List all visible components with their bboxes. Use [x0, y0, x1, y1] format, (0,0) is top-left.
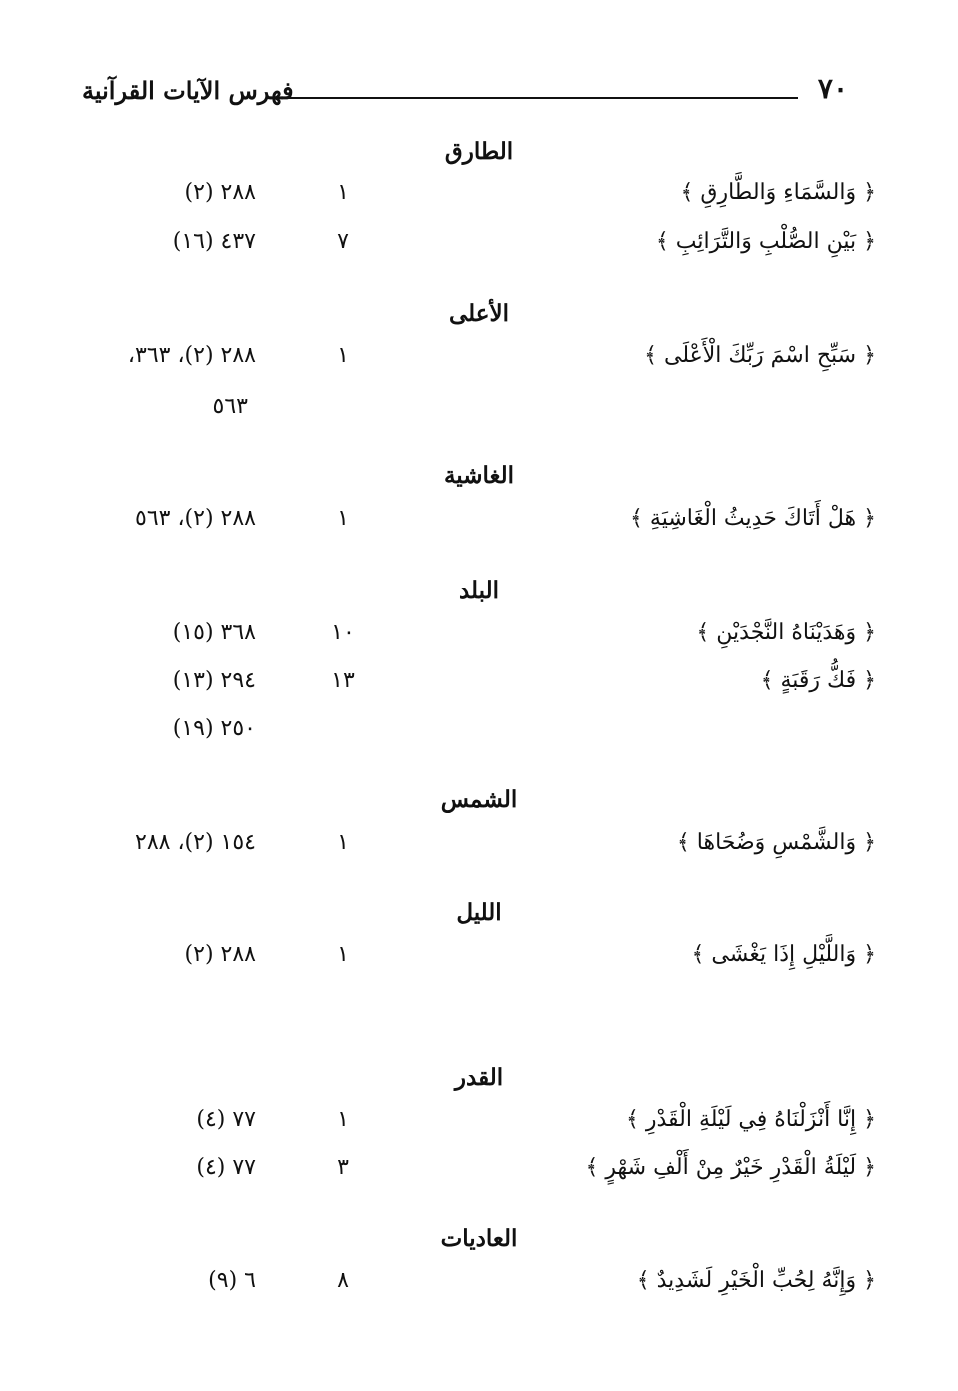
ayah-number: ١	[337, 506, 349, 531]
index-row	[0, 180, 958, 222]
page-references: ٢٩٤ (١٣)	[172, 668, 256, 693]
surah-title: البلد	[458, 577, 500, 604]
page-references: ٧٧ (٤)	[196, 1107, 256, 1132]
page-references: ٢٨٨ (٢)، ٥٦٣	[135, 506, 256, 531]
verse-text: ﴿ هَلْ أَتَاكَ حَدِيثُ الْغَاشِيَةِ ﴾	[630, 506, 876, 531]
index-row	[0, 1268, 958, 1310]
page-references: ٤٣٧ (١٦)	[172, 229, 256, 254]
header-rule	[284, 97, 798, 99]
verse-text: ﴿ وَالشَّمْسِ وَضُحَاهَا ﴾	[676, 830, 876, 855]
page-references: ٢٨٨ (٢)	[184, 180, 256, 205]
index-row	[0, 620, 958, 662]
index-row	[0, 1107, 958, 1149]
verse-text: ﴿ سَبِّحِ اسْمَ رَبِّكَ الْأَعْلَى ﴾	[644, 343, 876, 368]
ayah-number: ١	[337, 942, 349, 967]
ayah-number: ١	[337, 1107, 349, 1132]
page-header	[70, 72, 860, 122]
index-row-continuation	[0, 394, 958, 436]
page-number: ٧٠	[817, 72, 848, 105]
ayah-number: ١	[337, 830, 349, 855]
verse-text: ﴿ وَاللَّيْلِ إِذَا يَغْشَى ﴾	[691, 942, 876, 967]
page-references: ٢٥٠ (١٩)	[172, 716, 256, 741]
surah-title: الطارق	[444, 138, 514, 165]
verse-text: ﴿ فَكُّ رَقَبَةٍ ﴾	[760, 668, 876, 693]
ayah-number: ١٣	[331, 668, 355, 693]
page-references: ٢٨٨ (٢)، ٣٦٣،	[127, 343, 256, 368]
index-row-continuation	[0, 716, 958, 758]
index-row	[0, 229, 958, 271]
surah-title: الغاشية	[443, 462, 515, 489]
page-references: ٣٦٨ (١٥)	[172, 620, 256, 645]
verse-text: ﴿ وَالسَّمَاءِ وَالطَّارِقِ ﴾	[680, 180, 876, 205]
verse-text: ﴿ بَيْنِ الصُّلْبِ وَالتَّرَائِبِ ﴾	[655, 229, 876, 254]
index-row	[0, 830, 958, 872]
ayah-number: ١	[337, 180, 349, 205]
index-row	[0, 942, 958, 984]
ayah-number: ١	[337, 343, 349, 368]
index-row	[0, 343, 958, 385]
page-references: ٦ (٩)	[208, 1268, 256, 1293]
verse-text: ﴿ وَهَدَيْنَاهُ النَّجْدَيْنِ ﴾	[696, 620, 876, 645]
index-row	[0, 1155, 958, 1197]
page-references: ١٥٤ (٢)، ٢٨٨	[135, 830, 256, 855]
surah-title: القدر	[454, 1064, 504, 1091]
surah-title: الأعلى	[448, 300, 509, 327]
verse-text: ﴿ لَيْلَةُ الْقَدْرِ خَيْرٌ مِنْ أَلْفِ شَهْرٍ ﴾	[585, 1155, 876, 1180]
surah-title: الليل	[456, 899, 502, 926]
surah-title: العاديات	[440, 1225, 518, 1252]
ayah-number: ٧	[337, 229, 349, 254]
verse-text: ﴿ وَإِنَّهُ لِحُبِّ الْخَيْرِ لَشَدِيدٌ ﴾	[636, 1268, 876, 1293]
page-references: ٧٧ (٤)	[196, 1155, 256, 1180]
ayah-number: ٨	[337, 1268, 349, 1293]
index-row	[0, 668, 958, 710]
index-row	[0, 506, 958, 548]
verse-text: ﴿ إِنَّا أَنْزَلْنَاهُ فِي لَيْلَةِ الْقَدْرِ ﴾	[625, 1107, 876, 1132]
page-references: ٢٨٨ (٢)	[184, 942, 256, 967]
ayah-number: ١٠	[331, 620, 355, 645]
running-title: فهرس الآيات القرآنية	[82, 76, 294, 105]
page-references: ٥٦٣	[212, 394, 248, 419]
surah-title: الشمس	[440, 786, 518, 813]
ayah-number: ٣	[337, 1155, 349, 1180]
